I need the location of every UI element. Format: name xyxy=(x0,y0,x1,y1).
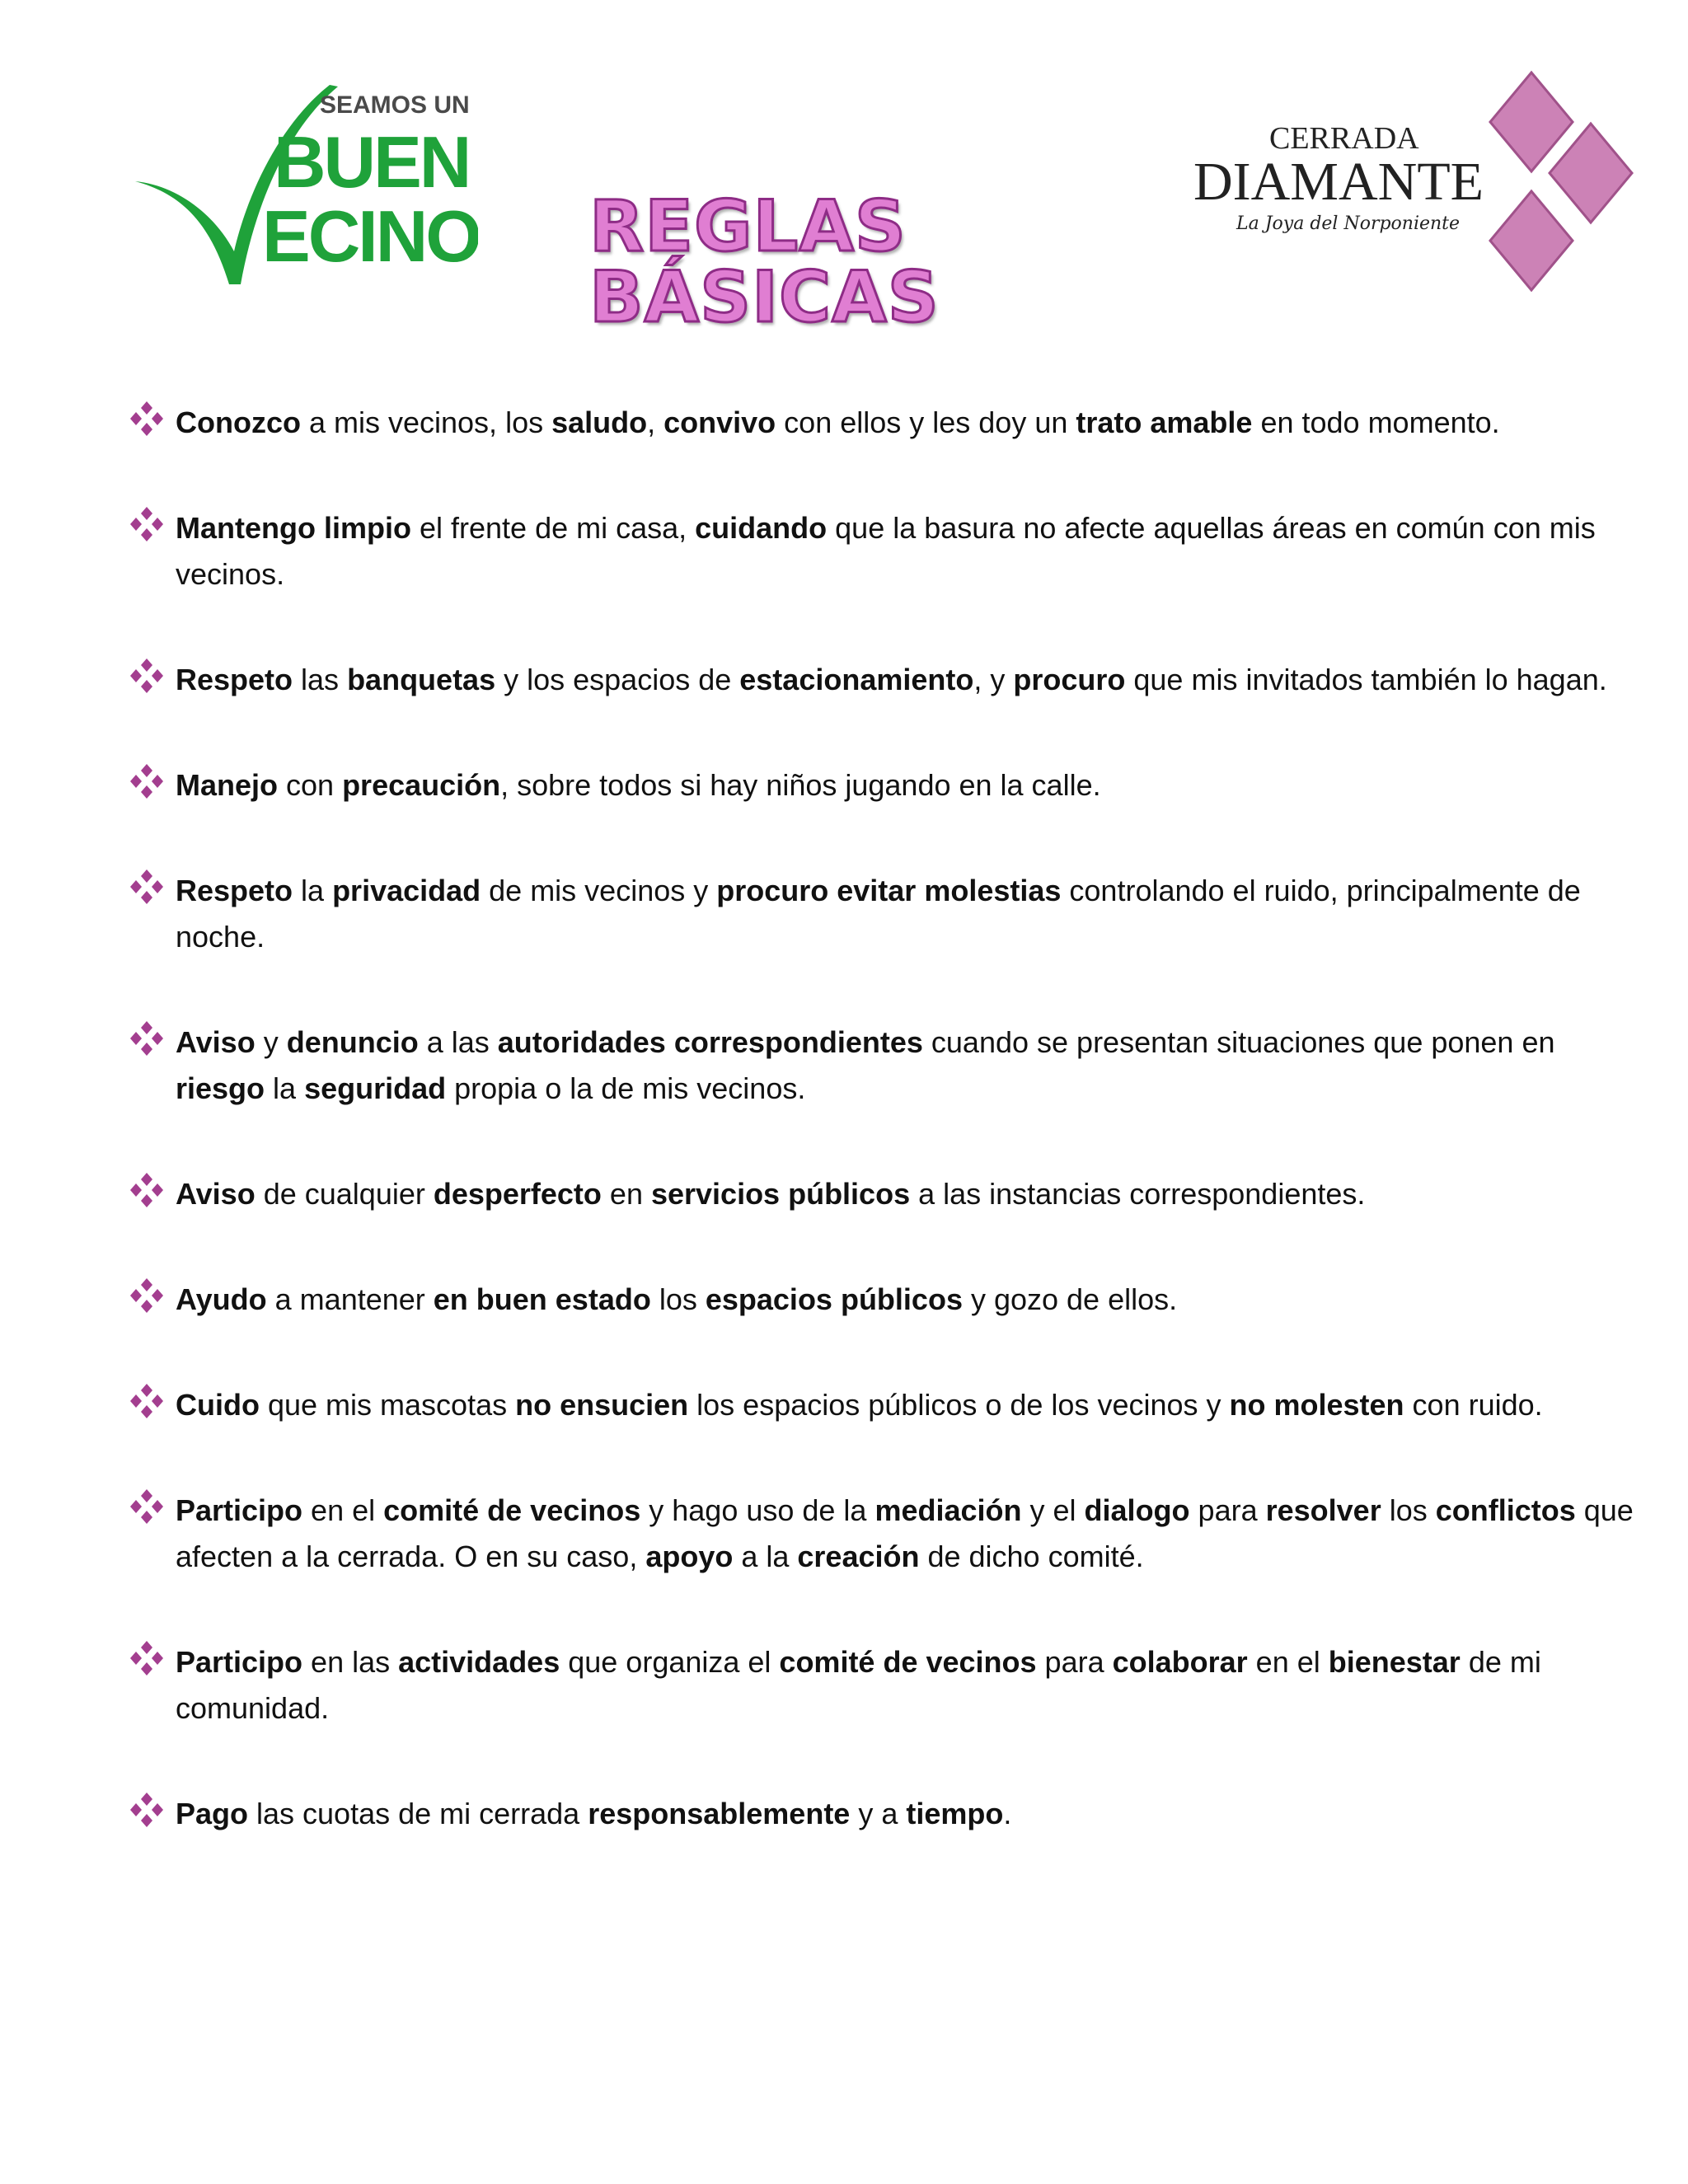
rule-bold-segment: banquetas xyxy=(347,663,496,696)
rule-segment: la xyxy=(265,1071,305,1105)
cerrada-diamante-logo xyxy=(1187,66,1648,305)
rule-text xyxy=(176,868,1636,960)
logo-tagline-text: La Joya del Norponiente xyxy=(1236,213,1461,234)
logo-line-buen: BUEN xyxy=(274,121,470,203)
rule-item xyxy=(128,400,1636,446)
rule-text xyxy=(176,400,1636,446)
rule-segment: de mis vecinos y xyxy=(481,874,717,907)
rule-segment: las xyxy=(293,663,348,696)
rules-list xyxy=(128,400,1636,1896)
rule-segment: a mantener xyxy=(266,1282,434,1316)
rule-bold-segment: cuidando xyxy=(695,511,828,545)
rule-bold-segment: Manejo xyxy=(176,768,279,802)
four-diamond-bullet-icon xyxy=(128,400,166,438)
rule-bold-segment: apoyo xyxy=(645,1540,734,1573)
rule-text xyxy=(176,1277,1636,1323)
four-diamond-bullet-icon xyxy=(128,1019,166,1057)
rule-segment: el frente de mi casa, xyxy=(410,511,696,545)
rule-segment: los espacios públicos o de los vecinos y xyxy=(688,1388,1230,1422)
rule-bold-segment: comité de vecinos xyxy=(779,1645,1037,1679)
four-diamond-bullet-icon xyxy=(128,1791,166,1829)
rule-segment: de dicho comité. xyxy=(919,1540,1144,1573)
rule-bold-segment: Aviso xyxy=(176,1025,256,1059)
rule-item xyxy=(128,1639,1636,1732)
rule-bold-segment: riesgo xyxy=(176,1071,265,1105)
logo-diamante-text: DIAMANTE xyxy=(1193,152,1484,212)
diamond-icon xyxy=(1490,73,1632,290)
rule-segment: cuando se presentan situaciones que ponen en xyxy=(922,1025,1555,1059)
rule-text xyxy=(176,1171,1636,1217)
rule-segment: para xyxy=(1189,1493,1266,1527)
rule-bold-segment: trato amable xyxy=(1076,405,1253,439)
rule-segment: los xyxy=(1381,1493,1436,1527)
rule-text xyxy=(176,1019,1636,1112)
four-diamond-bullet-icon xyxy=(128,1171,166,1209)
rule-text xyxy=(176,1382,1636,1428)
rule-segment: y el xyxy=(1021,1493,1085,1527)
four-diamond-bullet-icon xyxy=(128,505,166,543)
rule-bold-segment: estacionamiento xyxy=(739,663,974,696)
rule-bold-segment: servicios públicos xyxy=(650,1177,911,1211)
rule-bold-segment: saludo xyxy=(551,405,648,439)
rule-segment: , sobre todos si hay niños jugando en la calle. xyxy=(500,768,1101,802)
rule-item xyxy=(128,505,1636,598)
rule-bold-segment: no molesten xyxy=(1229,1388,1404,1422)
rule-bold-segment: no ensucien xyxy=(515,1388,689,1422)
rule-bold-segment: dialogo xyxy=(1084,1493,1190,1527)
rule-segment: que afecten a la cerrada. O en su caso, xyxy=(176,1493,1634,1573)
rule-item xyxy=(128,1382,1636,1428)
rule-segment: y hago uso de la xyxy=(640,1493,875,1527)
page-title: REGLAS BÁSICAS xyxy=(589,185,940,339)
rule-segment: a mis vecinos, los xyxy=(300,405,552,439)
rule-bold-segment: mediación xyxy=(874,1493,1022,1527)
rule-bold-segment: desperfecto xyxy=(433,1177,602,1211)
logo-top-text: SEAMOS UN xyxy=(320,91,470,119)
rule-bold-segment: Respeto xyxy=(176,663,293,696)
rule-segment: que organiza el xyxy=(560,1645,780,1679)
rule-text xyxy=(176,1488,1636,1580)
rule-segment: y xyxy=(255,1025,287,1059)
rule-segment: a las instancias correspondientes. xyxy=(910,1177,1366,1211)
rule-segment: en el xyxy=(302,1493,384,1527)
rule-segment: y los espacios de xyxy=(495,663,740,696)
rule-segment: y a xyxy=(850,1797,907,1830)
rule-bold-segment: bienestar xyxy=(1328,1645,1461,1679)
four-diamond-bullet-icon xyxy=(128,868,166,906)
four-diamond-bullet-icon xyxy=(128,1488,166,1526)
rule-bold-segment: Participo xyxy=(176,1493,303,1527)
rule-bold-segment: procuro xyxy=(1013,663,1126,696)
rule-text xyxy=(176,505,1636,598)
rule-bold-segment: Mantengo limpio xyxy=(176,511,411,545)
four-diamond-bullet-icon xyxy=(128,1277,166,1315)
rule-bold-segment: Respeto xyxy=(176,874,293,907)
rule-bold-segment: convivo xyxy=(663,405,776,439)
rule-bold-segment: Ayudo xyxy=(176,1282,267,1316)
rule-item xyxy=(128,868,1636,960)
rule-item xyxy=(128,1277,1636,1323)
rule-segment: . xyxy=(1003,1797,1012,1830)
logo-line-ecino: ECINO xyxy=(262,195,478,277)
rule-segment: en el xyxy=(1247,1645,1329,1679)
rule-segment: en las xyxy=(302,1645,399,1679)
rule-bold-segment: colaborar xyxy=(1112,1645,1248,1679)
rule-bold-segment: Cuido xyxy=(176,1388,260,1422)
rule-segment: controlando el ruido, principalmente de noche. xyxy=(176,874,1581,954)
rule-bold-segment: resolver xyxy=(1265,1493,1381,1527)
rule-segment: en todo momento. xyxy=(1252,405,1500,439)
rule-segment: a las xyxy=(418,1025,498,1059)
rule-segment: que la basura no afecte aquellas áreas en común con mis vecinos. xyxy=(176,511,1596,591)
rule-bold-segment: creación xyxy=(797,1540,920,1573)
rule-text xyxy=(176,762,1636,808)
rule-bold-segment: seguridad xyxy=(304,1071,447,1105)
four-diamond-bullet-icon xyxy=(128,1639,166,1677)
rule-segment: de mi comunidad. xyxy=(176,1645,1541,1725)
rule-segment: que mis mascotas xyxy=(259,1388,516,1422)
rule-bold-segment: espacios públicos xyxy=(705,1282,963,1316)
rule-item xyxy=(128,1019,1636,1112)
rule-segment: , y xyxy=(973,663,1014,696)
rule-bold-segment: responsablemente xyxy=(588,1797,851,1830)
rule-bold-segment: autoridades correspondientes xyxy=(497,1025,923,1059)
four-diamond-bullet-icon xyxy=(128,1382,166,1420)
rule-segment: de cualquier xyxy=(255,1177,434,1211)
rule-item xyxy=(128,1171,1636,1217)
rule-bold-segment: Pago xyxy=(176,1797,249,1830)
rule-segment: , xyxy=(647,405,664,439)
rule-segment: la xyxy=(293,874,333,907)
rule-item xyxy=(128,657,1636,703)
rule-segment: con ruido. xyxy=(1404,1388,1543,1422)
rule-text xyxy=(176,1639,1636,1732)
rule-bold-segment: denuncio xyxy=(286,1025,419,1059)
rule-bold-segment: privacidad xyxy=(332,874,481,907)
rule-bold-segment: conflictos xyxy=(1435,1493,1576,1527)
rule-bold-segment: comité de vecinos xyxy=(383,1493,641,1527)
rule-segment: que mis invitados también lo hagan. xyxy=(1125,663,1607,696)
rule-segment: en xyxy=(601,1177,651,1211)
rule-segment: con xyxy=(278,768,343,802)
rule-bold-segment: Participo xyxy=(176,1645,303,1679)
rule-segment: los xyxy=(650,1282,706,1316)
rule-bold-segment: precaución xyxy=(342,768,501,802)
rule-segment: a la xyxy=(733,1540,798,1573)
rule-bold-segment: en buen estado xyxy=(433,1282,651,1316)
rule-bold-segment: Aviso xyxy=(176,1177,256,1211)
rule-segment: para xyxy=(1036,1645,1113,1679)
rule-item xyxy=(128,1488,1636,1580)
logo-cerrada-text: CERRADA xyxy=(1269,121,1419,156)
rule-item xyxy=(128,1791,1636,1837)
rule-text xyxy=(176,657,1636,703)
rule-bold-segment: tiempo xyxy=(906,1797,1004,1830)
rule-item xyxy=(128,762,1636,808)
rule-segment: propia o la de mis vecinos. xyxy=(446,1071,806,1105)
rule-bold-segment: procuro evitar molestias xyxy=(716,874,1062,907)
rule-segment: con ellos y les doy un xyxy=(776,405,1076,439)
four-diamond-bullet-icon xyxy=(128,762,166,800)
rule-bold-segment: actividades xyxy=(398,1645,560,1679)
buen-vecino-logo xyxy=(132,78,478,297)
rule-bold-segment: Conozco xyxy=(176,405,301,439)
four-diamond-bullet-icon xyxy=(128,657,166,695)
rule-segment: las cuotas de mi cerrada xyxy=(248,1797,588,1830)
rule-text xyxy=(176,1791,1636,1837)
rule-segment: y gozo de ellos. xyxy=(962,1282,1178,1316)
